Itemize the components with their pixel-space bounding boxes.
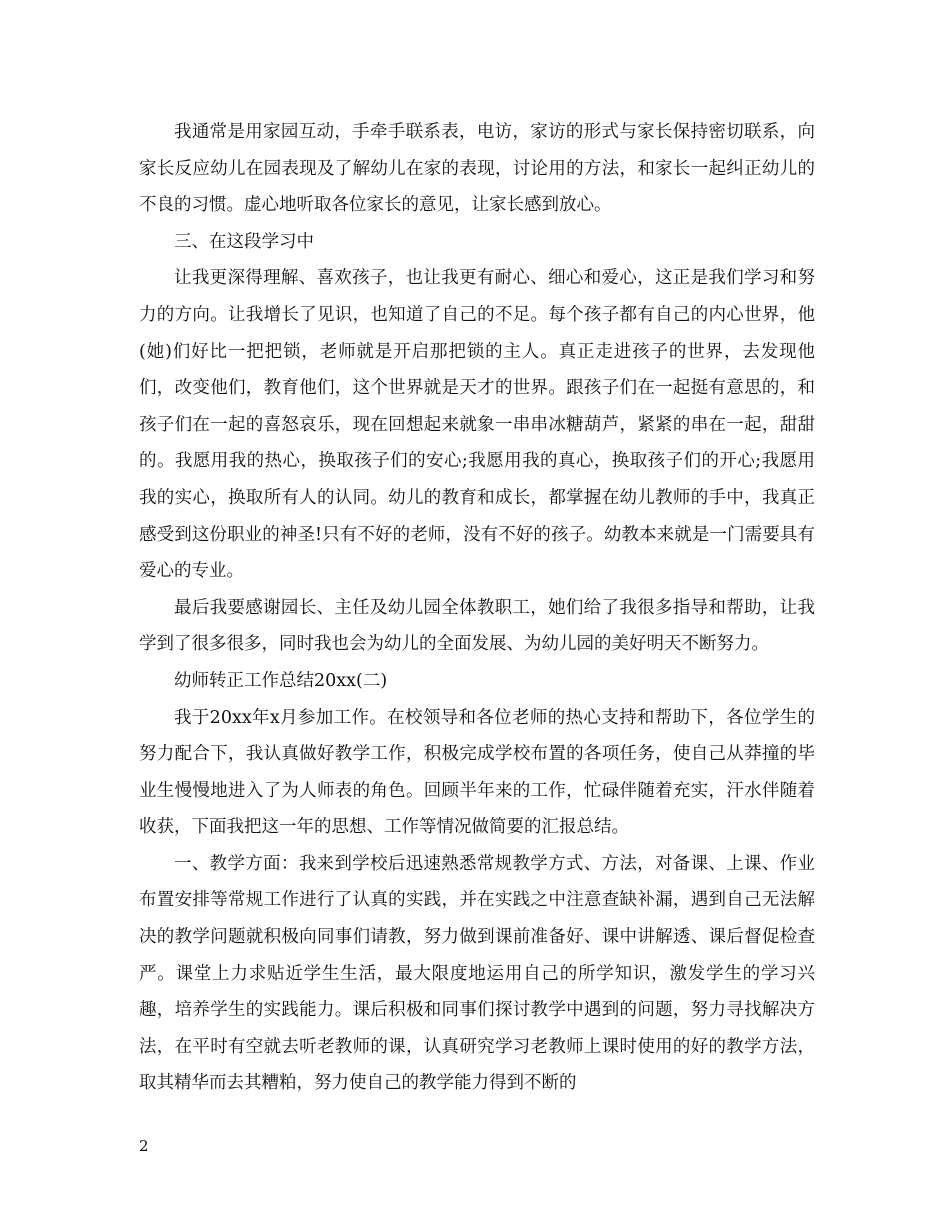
- section-heading-learning: 三、在这段学习中: [174, 231, 314, 252]
- paragraph-teaching-aspect: 一、教学方面：我来到学校后迅速熟悉常规教学方式、方法，对备课、上课、作业布置安排等常规工作进行了认真的实践，并在实践之中注意查缺补漏，遇到自己无法解决的教学问题就积极向同事们请教，努力做到课前准备好、课中讲解透、课后督促检查严。课堂上力求贴近学生生活，最大限度地运用自己的所学知识，激发学生的学习兴趣，培养学生的实践能力。课后积极和同事们探讨教学中遇到的问题，努力寻找解决方法，在平时有空就去听老教师的课，认真研究学习老教师上课时使用的好的教学方法，取其精华而去其糟粕，努力使自己的教学能力得到不断的: [139, 853, 815, 1094]
- document-body: [139, 114, 815, 1102]
- paragraph-parent-contact: 我通常是用家园互动，手牵手联系表，电访，家访的形式与家长保持密切联系，向家长反应幼儿在园表现及了解幼儿在家的表现，讨论用的方法，和家长一起纠正幼儿的不良的习惯。虚心地听取各位家长的意见，让家长感到放心。: [139, 122, 815, 216]
- subtitle-summary-two: 幼师转正工作总结20xx(二): [174, 670, 388, 691]
- paragraph-thanks: 最后我要感谢园长、主任及幼儿园全体教职工，她们给了我很多指导和帮助，让我学到了很多很多，同时我也会为幼儿的全面发展、为幼儿园的美好明天不断努力。: [139, 597, 815, 655]
- page-number: 2: [139, 1137, 149, 1155]
- paragraph-understanding-children: 让我更深得理解、喜欢孩子，也让我更有耐心、细心和爱心，这正是我们学习和努力的方向。让我增长了见识，也知道了自己的不足。每个孩子都有自己的内心世界，他(她)们好比一把把锁，老师就是开启那把锁的主人。真正走进孩子的世界，去发现他们，改变他们，教育他们，这个世界就是天才的世界。跟孩子们在一起挺有意思的，和孩子们在一起的喜怒哀乐，现在回想起来就象一串串冰糖葫芦，紧紧的串在一起，甜甜的。我愿用我的热心，换取孩子们的安心;我愿用我的真心，换取孩子们的开心;我愿用我的实心，换取所有人的认同。幼儿的教育和成长，都掌握在幼儿教师的手中，我真正感受到这份职业的神圣!只有不好的老师，没有不好的孩子。幼教本来就是一门需要具有爱心的专业。: [139, 268, 815, 582]
- paragraph-work-start: 我于20xx年x月参加工作。在校领导和各位老师的热心支持和帮助下，各位学生的努力配合下，我认真做好教学工作，积极完成学校布置的各项任务，使自己从莽撞的毕业生慢慢地进入了为人师表的角色。回顾半年来的工作，忙碌伴随着充实，汗水伴随着收获，下面我把这一年的思想、工作等情况做简要的汇报总结。: [139, 707, 815, 838]
